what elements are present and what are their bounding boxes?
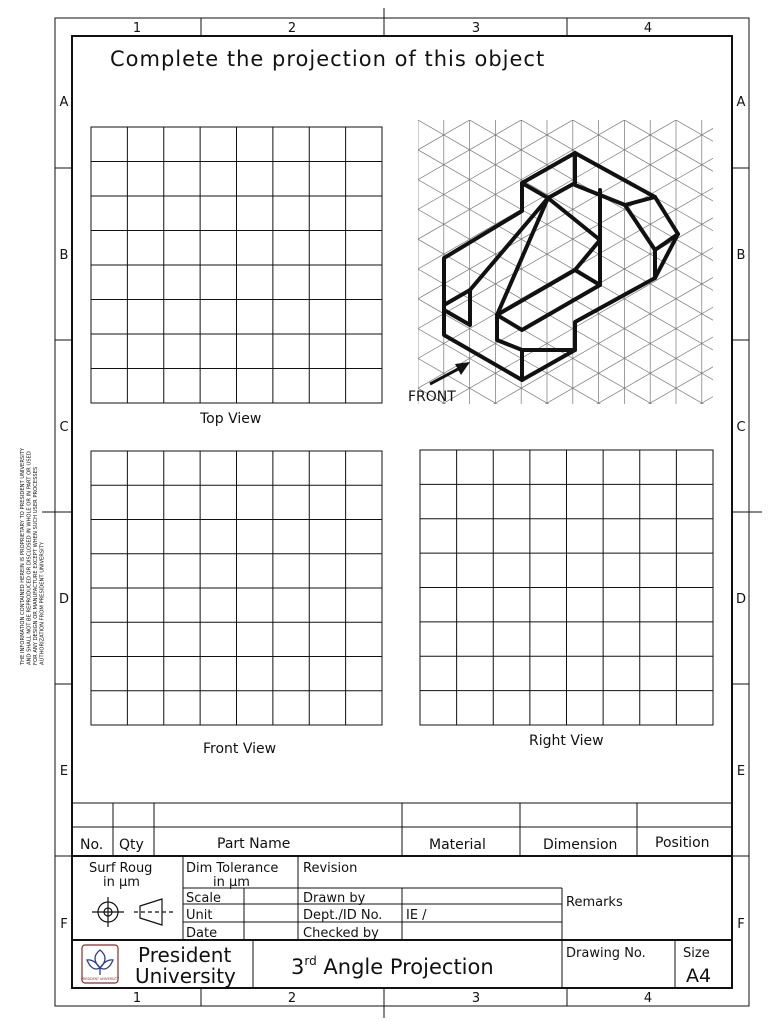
parts-header-no: No. (80, 837, 104, 853)
zone-col-1-bottom: 1 (132, 991, 142, 1006)
top-view-grid (91, 127, 382, 403)
dept-id-label: Dept./ID No. (303, 908, 383, 923)
parts-header-position: Position (655, 835, 710, 851)
svg-text:FOR ANY DESIGN OR MANUFACTURE: FOR ANY DESIGN OR MANUFACTURE EXCEPT WHEN SUCH USER PROCESSES (33, 466, 39, 665)
zone-row-a-left: A (59, 95, 69, 110)
object-edge-12 (575, 240, 600, 270)
scale-label: Scale (186, 891, 221, 906)
zone-col-4-top: 4 (643, 21, 653, 36)
zone-col-3-bottom: 3 (471, 991, 481, 1006)
university-name-line1: President (138, 943, 232, 967)
surf-roug-unit: in μm (103, 875, 140, 890)
zone-row-a-right: A (736, 95, 746, 110)
logo-wordmark: PRESIDENT UNIVERSITY (81, 977, 119, 981)
university-logo (81, 945, 119, 983)
svg-text:AUTHORIZATION FROM PRESIDENT U: AUTHORIZATION FROM PRESIDENT UNIVERSITY (39, 541, 46, 665)
zone-row-d-left: D (58, 592, 70, 607)
zone-col-4-bottom: 4 (643, 991, 653, 1006)
size-label: Size (683, 946, 710, 961)
object-edge-3 (444, 198, 548, 325)
zone-row-c-left: C (59, 420, 69, 435)
dim-tolerance-label: Dim Tolerance (186, 861, 279, 876)
parts-header-material: Material (429, 837, 486, 853)
object-edge-15 (497, 198, 548, 315)
parts-table (72, 803, 732, 856)
front-view-grid (91, 451, 382, 725)
university-name-line2: University (135, 964, 236, 988)
zone-row-e-right: E (736, 764, 746, 779)
dim-tolerance-unit: in μm (213, 875, 250, 890)
drawn-by-label: Drawn by (303, 891, 366, 906)
third-angle-projection-symbol (92, 897, 174, 927)
zone-row-b-right: B (736, 248, 746, 263)
isometric-object (444, 153, 678, 380)
parts-header-dimension: Dimension (543, 837, 618, 853)
zone-row-b-left: B (59, 248, 69, 263)
parts-header-part-name: Part Name (217, 836, 291, 852)
right-view-label: Right View (529, 733, 604, 749)
object-edge-1 (444, 153, 678, 380)
zone-row-f-left: F (60, 917, 68, 932)
dept-id-value: IE / (406, 908, 427, 923)
outer-frame (55, 18, 749, 1006)
zone-col-2-top: 2 (287, 21, 297, 36)
svg-text:THE INFORMATION CONTAINED HERE: THE INFORMATION CONTAINED HEREIN IS PROPRIETARY TO PRESIDENT UNIVERSITY (20, 447, 26, 665)
zone-row-d-right: D (735, 592, 747, 607)
size-value: A4 (686, 965, 712, 987)
projection-title: 3rd Angle Projection (291, 954, 494, 979)
zone-row-e-left: E (59, 764, 69, 779)
right-view-grid (420, 450, 713, 725)
parts-header-qty: Qty (119, 837, 144, 853)
zone-col-2-bottom: 2 (287, 991, 297, 1006)
drawing-no-label: Drawing No. (566, 946, 646, 961)
unit-label: Unit (186, 908, 213, 923)
zone-row-c-right: C (736, 420, 746, 435)
proprietary-note (20, 447, 46, 666)
remarks-label: Remarks (566, 895, 623, 910)
page-title: Complete the projection of this object (110, 47, 546, 71)
object-edge-4 (444, 290, 470, 305)
front-label: FRONT (408, 389, 456, 405)
zone-row-f-right: F (737, 917, 745, 932)
front-arrow (430, 362, 470, 384)
checked-by-label: Checked by (303, 926, 379, 941)
zone-col-3-top: 3 (471, 21, 481, 36)
zone-col-1-top: 1 (132, 21, 142, 36)
revision-label: Revision (303, 861, 358, 876)
surf-roug-label: Surf Roug (89, 861, 153, 876)
svg-text:AND SHALL NOT BE REPRODUCED OR: AND SHALL NOT BE REPRODUCED OR DISCLOSED IN WHOLE OR IN PART OR USED (26, 451, 33, 665)
top-view-label: Top View (200, 411, 262, 427)
front-view-label: Front View (203, 741, 277, 757)
date-label: Date (186, 926, 218, 941)
